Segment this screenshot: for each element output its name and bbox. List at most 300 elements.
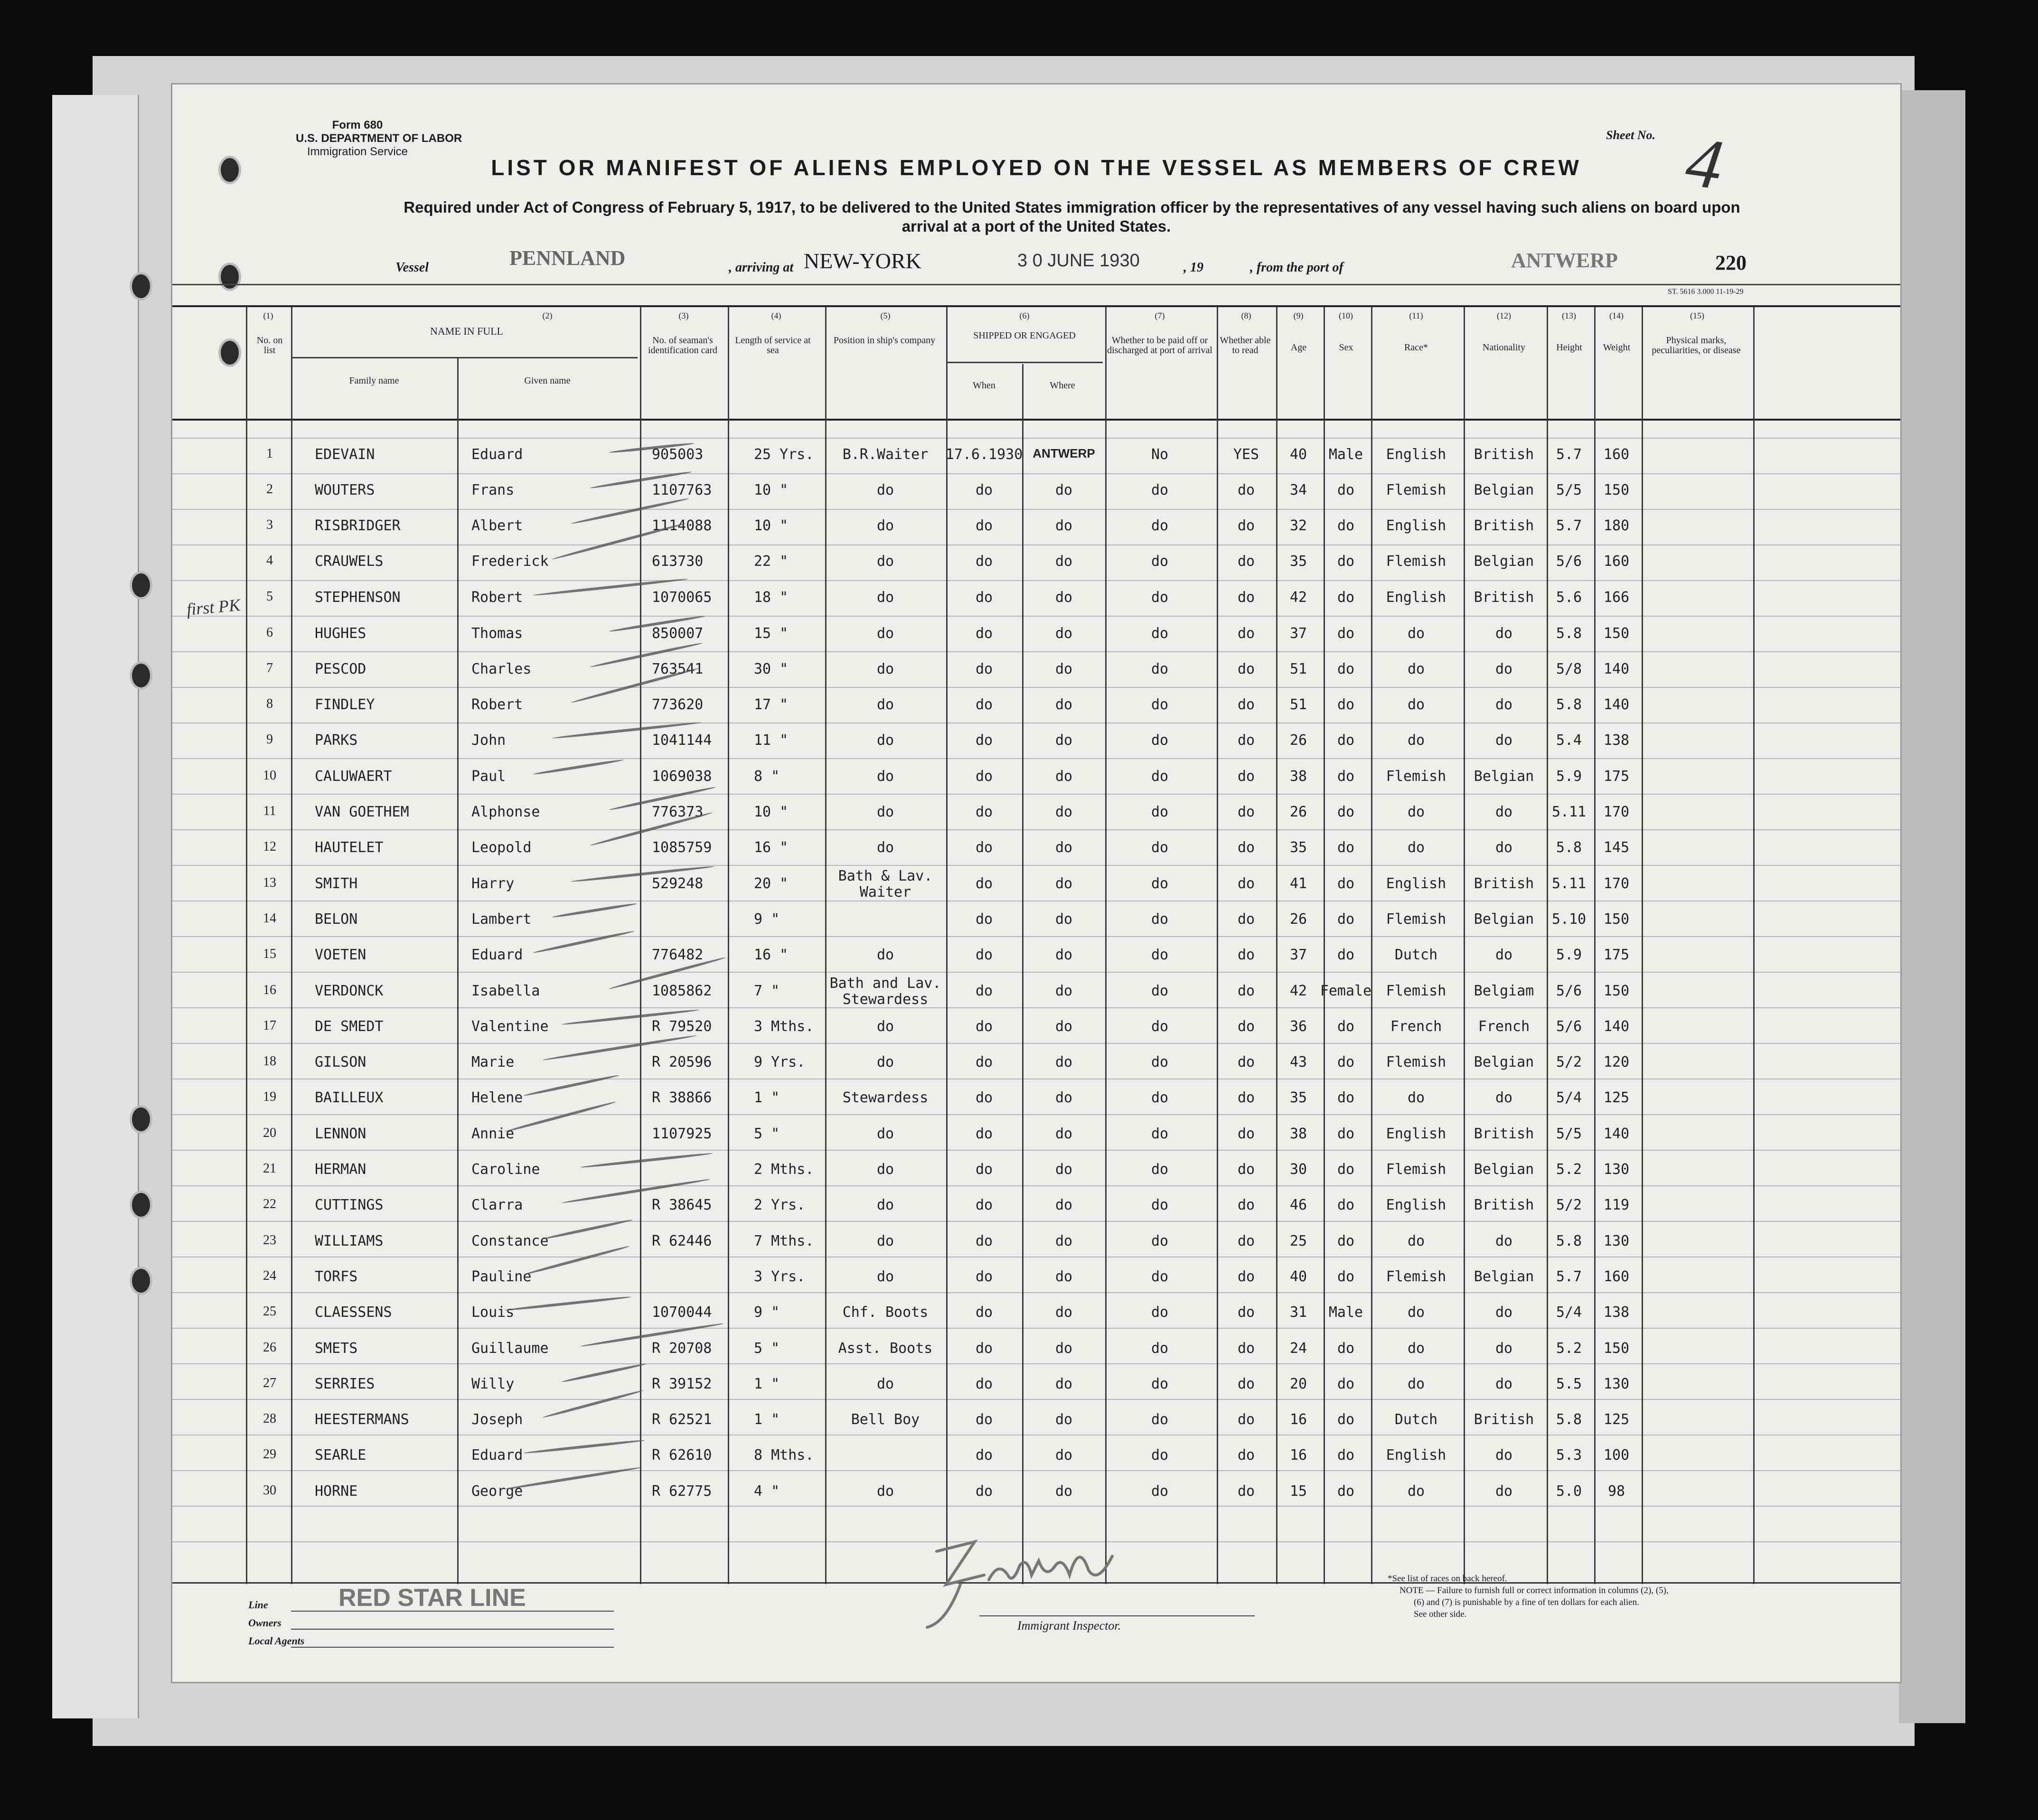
shipped-when: do: [975, 732, 993, 749]
manifest-sheet: [171, 83, 1902, 1683]
footer-owners-rule: [291, 1629, 614, 1630]
sex: do: [1337, 1054, 1355, 1071]
age: 15: [1289, 1482, 1307, 1500]
shipped-when: do: [975, 553, 993, 570]
paid-off: No: [1151, 446, 1169, 463]
row-number: 12: [263, 839, 276, 854]
race: English: [1386, 589, 1446, 606]
form-title: LIST OR MANIFEST OF ALIENS EMPLOYED ON THE VESSEL AS MEMBERS OF CREW: [491, 155, 1582, 180]
service-length: 5 ": [754, 1125, 780, 1142]
race: do: [1407, 696, 1425, 713]
height: 5/4: [1556, 1089, 1582, 1107]
service-length: 22 ": [754, 553, 789, 570]
nationality: do: [1495, 947, 1513, 964]
given-name: Clarra: [471, 1197, 523, 1214]
nationality: Belgiam: [1474, 982, 1534, 999]
position-line2: Waiter: [859, 883, 911, 901]
race: Flemish: [1386, 768, 1446, 785]
age: 40: [1289, 446, 1307, 463]
binder-hole: [130, 661, 152, 690]
col-header-service: Length of service at sea: [735, 335, 811, 356]
row-number: 5: [266, 589, 273, 604]
shipped-where: do: [1055, 910, 1073, 928]
id-card-number: R 39152: [652, 1375, 712, 1392]
vessel-label: Vessel: [395, 260, 429, 275]
height: 5/2: [1556, 1054, 1582, 1071]
col-header-where: Where: [1050, 380, 1075, 391]
family-name: GILSON: [315, 1054, 366, 1071]
arriving-port: NEW-YORK: [804, 249, 921, 273]
family-name: RISBRIDGER: [315, 517, 401, 534]
age: 35: [1289, 553, 1307, 570]
able-to-read: YES: [1233, 446, 1259, 463]
able-to-read: do: [1237, 768, 1255, 785]
given-name: Pauline: [471, 1268, 532, 1285]
row-number: 23: [263, 1232, 276, 1248]
column-rule: [1022, 364, 1024, 1584]
shipped-where: do: [1055, 1375, 1073, 1392]
able-to-read: do: [1237, 696, 1255, 713]
row-number: 2: [266, 482, 273, 497]
paid-off: do: [1151, 696, 1169, 713]
sex: do: [1337, 553, 1355, 570]
family-name: VERDONCK: [315, 982, 384, 999]
nationality: do: [1495, 1089, 1513, 1107]
service-name: Immigration Service: [307, 145, 408, 158]
able-to-read: do: [1237, 804, 1255, 820]
weight: 150: [1603, 1340, 1630, 1357]
shipped-where: do: [1055, 1161, 1073, 1178]
height: 5.8: [1556, 625, 1582, 642]
age: 34: [1289, 482, 1307, 498]
nationality: Belgian: [1474, 1054, 1534, 1071]
shipped-where: do: [1055, 1197, 1073, 1214]
race: do: [1407, 1232, 1425, 1249]
nationality: do: [1495, 1304, 1513, 1321]
binder-hole: [130, 1105, 152, 1134]
given-name: Robert: [471, 696, 523, 713]
shipped-where: do: [1055, 1447, 1073, 1464]
given-name: Caroline: [471, 1161, 540, 1178]
given-name: Isabella: [471, 982, 540, 999]
age: 36: [1289, 1018, 1307, 1035]
height: 5.3: [1556, 1447, 1582, 1464]
id-card-number: 613730: [652, 553, 704, 570]
weight: 140: [1603, 660, 1630, 677]
age: 51: [1289, 696, 1307, 713]
binder-hole: [130, 1191, 152, 1219]
race: do: [1407, 839, 1425, 856]
column-rule: [291, 307, 292, 1584]
family-name: HORNE: [315, 1482, 358, 1500]
paid-off: do: [1151, 947, 1169, 964]
service-length: 9 ": [754, 910, 780, 928]
binder-hole: [130, 571, 152, 600]
weight: 119: [1603, 1197, 1630, 1214]
shipped-when: do: [975, 839, 993, 856]
col-header-given-name: Given name: [524, 375, 571, 386]
row-number: 27: [263, 1375, 276, 1390]
weight: 180: [1603, 517, 1630, 534]
position-line2: Stewardess: [842, 991, 929, 1008]
shipped-where: do: [1055, 482, 1073, 498]
able-to-read: do: [1237, 1125, 1255, 1142]
service-length: 3 Yrs.: [754, 1268, 806, 1285]
height: 5.11: [1551, 804, 1587, 820]
height: 5.8: [1556, 1411, 1582, 1428]
column-number: (15): [1690, 311, 1704, 320]
column-number: (14): [1609, 311, 1624, 320]
age: 43: [1289, 1054, 1307, 1071]
paid-off: do: [1151, 1232, 1169, 1249]
sex: do: [1337, 696, 1355, 713]
col-header-when: When: [973, 380, 996, 391]
col-header-sex: Sex: [1339, 342, 1353, 353]
weight: 130: [1603, 1232, 1630, 1249]
family-name: CUTTINGS: [315, 1197, 384, 1214]
nationality: British: [1474, 1411, 1534, 1428]
service-length: 16 ": [754, 839, 789, 856]
arriving-label: , arriving at: [729, 260, 794, 275]
sex: do: [1337, 1232, 1355, 1249]
id-card-number: 1041144: [652, 732, 712, 749]
nationality: Belgian: [1474, 768, 1534, 785]
paid-off: do: [1151, 1304, 1169, 1321]
race: Dutch: [1394, 947, 1438, 964]
age: 16: [1289, 1411, 1307, 1428]
position: do: [876, 1197, 894, 1214]
able-to-read: do: [1237, 553, 1255, 570]
position: Bath & Lav.: [838, 867, 933, 884]
id-card-number: R 62446: [652, 1232, 712, 1249]
nationality: British: [1474, 1125, 1534, 1142]
id-card-number: 763541: [652, 660, 704, 677]
id-card-number: 776373: [652, 804, 704, 820]
id-card-number: 1085759: [652, 839, 712, 856]
shipped-where: do: [1055, 660, 1073, 677]
height: 5.7: [1556, 446, 1582, 463]
col-header-shipped: SHIPPED OR ENGAGED: [973, 330, 1076, 341]
shipped-when: do: [975, 1375, 993, 1392]
service-length: 18 ": [754, 589, 789, 606]
family-name: HUGHES: [315, 625, 366, 642]
column-number: (6): [1019, 311, 1030, 320]
shipped-when: do: [975, 1304, 993, 1321]
shipped-when: 17.6.1930: [945, 446, 1023, 463]
age: 16: [1289, 1447, 1307, 1464]
id-card-number: R 62775: [652, 1482, 712, 1500]
race: Flemish: [1386, 982, 1446, 999]
race: English: [1386, 1447, 1446, 1464]
race: English: [1386, 875, 1446, 892]
paid-off: do: [1151, 1018, 1169, 1035]
given-name: Frans: [471, 482, 515, 498]
height: 5.9: [1556, 947, 1582, 964]
id-card-number: R 79520: [652, 1018, 712, 1035]
sex: do: [1337, 1411, 1355, 1428]
height: 5/6: [1556, 1018, 1582, 1035]
paid-off: do: [1151, 1375, 1169, 1392]
column-rule: [946, 307, 948, 1584]
paid-off: do: [1151, 1089, 1169, 1107]
paid-off: do: [1151, 589, 1169, 606]
paid-off: do: [1151, 768, 1169, 785]
sex: do: [1337, 1268, 1355, 1285]
service-length: 5 ": [754, 1340, 780, 1357]
height: 5.6: [1556, 589, 1582, 606]
column-rule: [1464, 307, 1465, 1584]
race: Flemish: [1386, 553, 1446, 570]
column-number: (7): [1155, 311, 1165, 320]
family-name: WOUTERS: [315, 482, 375, 498]
height: 5.8: [1556, 839, 1582, 856]
row-number: 6: [266, 625, 273, 640]
position: do: [876, 625, 894, 642]
nationality: do: [1495, 1232, 1513, 1249]
position: do: [876, 517, 894, 534]
id-card-number: 1114088: [652, 517, 712, 534]
family-name: BELON: [315, 910, 358, 928]
row-number: 25: [263, 1304, 276, 1319]
nationality: British: [1474, 446, 1534, 463]
shipped-when: do: [975, 696, 993, 713]
sex: do: [1337, 1447, 1355, 1464]
sex: do: [1337, 1197, 1355, 1214]
shipped-when: do: [975, 875, 993, 892]
race: do: [1407, 732, 1425, 749]
shipped-when: do: [975, 1018, 993, 1035]
column-rule: [1547, 307, 1548, 1584]
page-number: 220: [1715, 251, 1747, 274]
weight: 170: [1603, 875, 1630, 892]
paid-off: do: [1151, 1482, 1169, 1500]
footer-owners-label: Owners: [248, 1617, 282, 1629]
row-number: 16: [263, 982, 276, 997]
column-number: (13): [1562, 311, 1576, 320]
row-number: 10: [263, 768, 276, 783]
position: do: [876, 696, 894, 713]
height: 5.0: [1556, 1482, 1582, 1500]
able-to-read: do: [1237, 947, 1255, 964]
race: Flemish: [1386, 1054, 1446, 1071]
column-rule: [246, 307, 247, 1584]
paid-off: do: [1151, 839, 1169, 856]
paid-off: do: [1151, 875, 1169, 892]
crew-table: [172, 305, 1900, 1584]
position: Bath and Lav.: [829, 975, 941, 992]
able-to-read: do: [1237, 910, 1255, 928]
inspector-rule: [979, 1615, 1255, 1616]
col-header-name-in-full: NAME IN FULL: [430, 325, 503, 337]
race: French: [1390, 1018, 1442, 1035]
shipped-when: do: [975, 1340, 993, 1357]
sex: Male: [1328, 1304, 1363, 1321]
id-card-number: 1107925: [652, 1125, 712, 1142]
shipped-where: do: [1055, 875, 1073, 892]
weight: 125: [1603, 1089, 1630, 1107]
able-to-read: do: [1237, 1304, 1255, 1321]
weight: 160: [1603, 446, 1630, 463]
id-card-number: 529248: [652, 875, 704, 892]
given-name: Thomas: [471, 625, 523, 642]
paid-off: do: [1151, 553, 1169, 570]
nationality: do: [1495, 696, 1513, 713]
paid-off: do: [1151, 1340, 1169, 1357]
shipped-where: do: [1055, 1340, 1073, 1357]
race: do: [1407, 804, 1425, 820]
arrival-date-stamp: 3 0 JUNE 1930: [1017, 251, 1140, 271]
id-card-number: 1107763: [652, 482, 712, 498]
shipped-where: do: [1055, 1054, 1073, 1071]
able-to-read: do: [1237, 875, 1255, 892]
age: 42: [1289, 982, 1307, 999]
given-name: Leopold: [471, 839, 532, 856]
shipped-where: do: [1055, 1125, 1073, 1142]
position: do: [876, 660, 894, 677]
column-number: (11): [1409, 311, 1423, 320]
paid-off: do: [1151, 804, 1169, 820]
col-header-physical-marks: Physical marks, peculiarities, or disease: [1652, 335, 1741, 356]
race: do: [1407, 1482, 1425, 1500]
shipped-when: do: [975, 589, 993, 606]
position: Asst. Boots: [838, 1340, 933, 1357]
line-stamp: RED STAR LINE: [338, 1584, 526, 1612]
binder-hole: [218, 263, 241, 291]
col-header-race: Race*: [1404, 342, 1428, 353]
race: do: [1407, 1089, 1425, 1107]
service-length: 11 ": [754, 732, 789, 749]
row-number: 21: [263, 1161, 276, 1176]
weight: 175: [1603, 947, 1630, 964]
column-rule: [825, 307, 826, 1584]
shipped-when: do: [975, 1482, 993, 1500]
shipped-where: do: [1055, 1411, 1073, 1428]
height: 5/6: [1556, 553, 1582, 570]
sex: do: [1337, 1482, 1355, 1500]
race: English: [1386, 517, 1446, 534]
height: 5.7: [1556, 1268, 1582, 1285]
shipped-when: do: [975, 625, 993, 642]
age: 37: [1289, 947, 1307, 964]
position: do: [876, 1125, 894, 1142]
shipped-when: do: [975, 1089, 993, 1107]
nationality: do: [1495, 1375, 1513, 1392]
column-rule: [1371, 307, 1372, 1584]
paid-off: do: [1151, 1411, 1169, 1428]
sex: do: [1337, 517, 1355, 534]
family-name: FINDLEY: [315, 696, 375, 713]
col-header-read: Whether able to read: [1220, 335, 1271, 356]
sex: do: [1337, 732, 1355, 749]
able-to-read: do: [1237, 1375, 1255, 1392]
paid-off: do: [1151, 1054, 1169, 1071]
id-card-number: 1070065: [652, 589, 712, 606]
shipped-when: do: [975, 1125, 993, 1142]
age: 26: [1289, 804, 1307, 820]
service-length: 25 Yrs.: [754, 446, 814, 463]
sex: Male: [1328, 446, 1363, 463]
row-number: 13: [263, 875, 276, 890]
position: Bell Boy: [851, 1411, 920, 1428]
sex: do: [1337, 625, 1355, 642]
shipped-where: do: [1055, 1018, 1073, 1035]
race: do: [1407, 1304, 1425, 1321]
able-to-read: do: [1237, 482, 1255, 498]
nationality: Belgian: [1474, 910, 1534, 928]
sex: do: [1337, 1375, 1355, 1392]
service-length: 1 ": [754, 1375, 780, 1392]
service-length: 15 ": [754, 625, 789, 642]
column-number: (3): [678, 311, 689, 320]
family-name: VOETEN: [315, 947, 366, 964]
row-number: 17: [263, 1018, 276, 1033]
able-to-read: do: [1237, 589, 1255, 606]
given-name: Albert: [471, 517, 523, 534]
service-length: 9 Yrs.: [754, 1054, 806, 1071]
shipped-where: do: [1055, 1232, 1073, 1249]
race: do: [1407, 1340, 1425, 1357]
able-to-read: do: [1237, 1447, 1255, 1464]
nationality: Belgian: [1474, 482, 1534, 498]
paid-off: do: [1151, 1125, 1169, 1142]
race: do: [1407, 1375, 1425, 1392]
age: 38: [1289, 1125, 1307, 1142]
weight: 120: [1603, 1054, 1630, 1071]
from-port-stamp: ANTWERP: [1511, 249, 1618, 272]
position: Stewardess: [842, 1089, 929, 1107]
column-rule: [1276, 307, 1277, 1584]
sex: do: [1337, 660, 1355, 677]
position: do: [876, 804, 894, 820]
col-header-family-name: Family name: [349, 375, 399, 386]
left-page-edge: [52, 95, 139, 1718]
note-races: *See list of races on back hereof.: [1388, 1574, 1507, 1584]
age: 35: [1289, 1089, 1307, 1107]
given-name: Paul: [471, 768, 506, 785]
age: 26: [1289, 732, 1307, 749]
age: 51: [1289, 660, 1307, 677]
nationality: do: [1495, 839, 1513, 856]
given-name: Annie: [471, 1125, 515, 1142]
given-name: Lambert: [471, 910, 532, 928]
form-header-block: [296, 119, 462, 159]
shipped-when: do: [975, 482, 993, 498]
service-length: 2 Mths.: [754, 1161, 814, 1178]
col-header-no-on-list: No. on list: [256, 335, 283, 356]
shipped-where: do: [1055, 517, 1073, 534]
given-name: Harry: [471, 875, 515, 892]
weight: 100: [1603, 1447, 1630, 1464]
shipped-where: do: [1055, 1268, 1073, 1285]
table-columns: [172, 307, 1900, 1584]
id-card-number: 1085862: [652, 982, 712, 999]
able-to-read: do: [1237, 1411, 1255, 1428]
given-name: Alphonse: [471, 804, 540, 820]
shipped-when: do: [975, 910, 993, 928]
shipped-when: do: [975, 517, 993, 534]
shipped-when: do: [975, 1268, 993, 1285]
id-card-number: R 62610: [652, 1447, 712, 1464]
weight: 138: [1603, 1304, 1630, 1321]
inspector-label: Immigrant Inspector.: [1017, 1619, 1121, 1632]
service-length: 8 ": [754, 768, 780, 785]
nationality: British: [1474, 1197, 1534, 1214]
given-name: Charles: [471, 660, 532, 677]
paid-off: do: [1151, 1197, 1169, 1214]
paid-off: do: [1151, 482, 1169, 498]
age: 41: [1289, 875, 1307, 892]
height: 5.10: [1551, 910, 1587, 928]
